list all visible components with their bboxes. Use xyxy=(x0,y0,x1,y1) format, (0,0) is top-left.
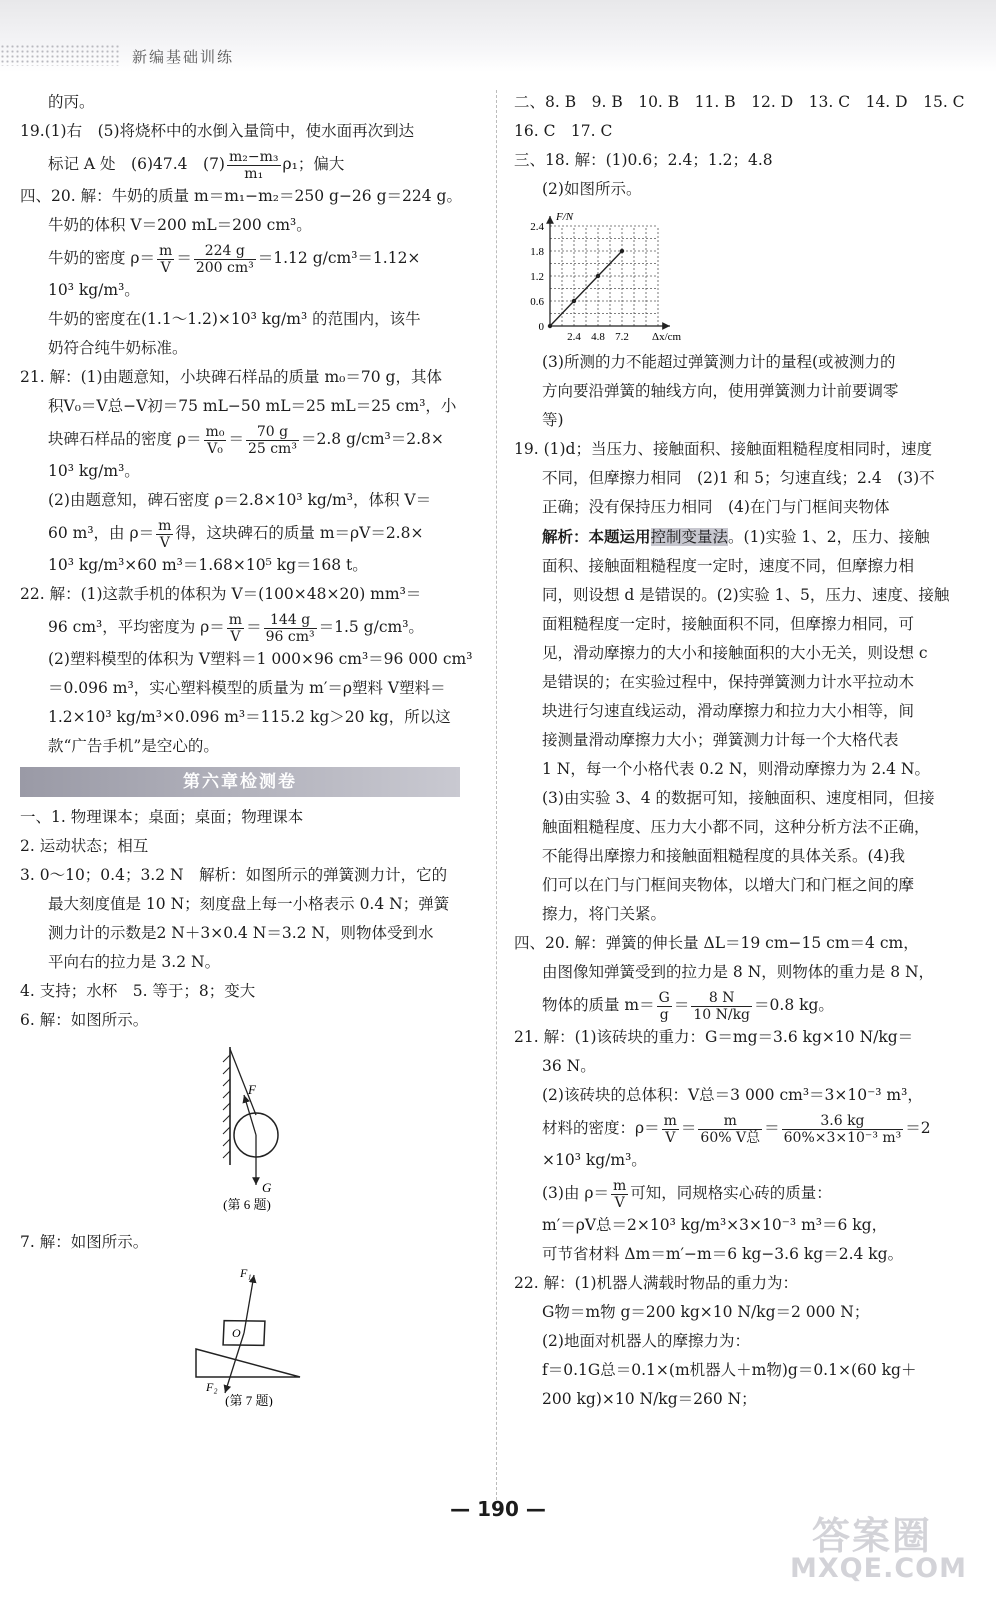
text-span: ＝1.12 g/cm³＝1.12× xyxy=(257,249,421,267)
denominator: 200 cm³ xyxy=(195,259,254,276)
q21-line: 10³ kg/m³×60 m³＝1.68×10⁵ kg＝168 t。 xyxy=(48,556,368,574)
answer-line: 7. 解：如图所示。 xyxy=(20,1233,149,1251)
force-extension-graph xyxy=(514,204,974,344)
wall-hatching xyxy=(223,1055,230,1158)
column-divider xyxy=(496,90,497,1500)
answer-line: 平向右的拉力是 3.2 N。 xyxy=(48,953,221,971)
y-axis-label: F/N xyxy=(556,211,574,223)
equals-sign: ＝ xyxy=(673,996,690,1014)
answer-line: 4. 支持；水杯 5. 等于；8；变大 xyxy=(20,982,256,1000)
answer-line: 二、8. B 9. B 10. B 11. B 12. D 13. C 14. D 15. C xyxy=(514,93,965,111)
fraction xyxy=(662,1113,679,1146)
answer-line: (3)所测的力不能超过弹簧测力计的量程(或被测力的 xyxy=(542,353,896,371)
denominator: V xyxy=(160,259,171,276)
denominator: 25 cm³ xyxy=(247,440,297,457)
analysis-line xyxy=(514,522,980,552)
q21-density-line xyxy=(514,1110,980,1146)
numerator: G xyxy=(658,989,670,1006)
equals-sign: ＝ xyxy=(176,249,192,267)
fraction xyxy=(657,990,672,1023)
text-span: 材料的密度：ρ＝ xyxy=(542,1119,660,1137)
q21-mass-line xyxy=(20,515,475,551)
fraction xyxy=(227,149,281,182)
answer-line: 200 kg)×10 N/kg＝260 N； xyxy=(542,1390,757,1408)
highlighted-term: 控制变量法 xyxy=(650,528,729,546)
answer-line: 6. 解：如图所示。 xyxy=(20,1011,149,1029)
numerator: 70 g xyxy=(246,424,299,441)
q22-line: ＝0.096 m³，实心塑料模型的质量为 m′＝ρ塑料 V塑料＝ xyxy=(48,679,446,697)
answer-line: 三、18. 解：(1)0.6；2.4；1.2；4.8 xyxy=(514,151,773,169)
analysis-line: 们可以在门与门框间夹物体，以增大门和门框之间的摩 xyxy=(542,876,915,894)
q19-line: 19.(1)右 (5)将烧杯中的水倒入量筒中，使水面再次到达 xyxy=(20,122,415,140)
answer-line: 21. 解：(1)该砖块的重力：G＝mg＝3.6 kg×10 N/kg＝ xyxy=(514,1028,914,1046)
x-tick-label: 2.4 xyxy=(567,331,581,343)
right-column xyxy=(514,88,980,1414)
answer-line: 四、20. 解：弹簧的伸长量 ΔL＝19 cm−15 cm＝4 cm， xyxy=(514,934,919,952)
q20-line: 10³ kg/m³。 xyxy=(48,281,140,299)
q22-line: (2)塑料模型的体积为 V塑料＝1 000×96 cm³＝96 000 cm³ xyxy=(48,650,473,668)
numerator: m xyxy=(663,1112,677,1129)
force-G-label: G xyxy=(262,1180,272,1195)
x-tick-label: 7.2 xyxy=(615,331,629,343)
text-span: ρ₁；偏大 xyxy=(282,155,345,173)
answer-line: 16. C 17. C xyxy=(514,122,613,140)
q20-line: 奶符合纯牛奶标准。 xyxy=(48,339,188,357)
numerator: m xyxy=(613,1177,627,1194)
fraction xyxy=(194,243,256,276)
answer-line: 测力计的示数是2 N＋3×0.4 N＝3.2 N，则物体受到水 xyxy=(48,924,434,942)
denominator: V xyxy=(230,628,241,645)
y-tick-label: 0 xyxy=(538,321,544,333)
denominator: V xyxy=(159,534,170,551)
data-point xyxy=(620,249,624,253)
analysis-line: 是错误的；在实验过程中，保持弹簧测力计水平拉动木 xyxy=(542,673,915,691)
numerator: m xyxy=(159,242,173,259)
answer-line: m′＝ρV总＝2×10³ kg/m³×3×10⁻³ m³＝6 kg， xyxy=(542,1216,888,1234)
y-tick-label: 0.6 xyxy=(530,296,544,308)
text-span: 60 m³，由 ρ＝ xyxy=(48,524,155,542)
answer-line: 由图像知弹簧受到的拉力是 8 N，则物体的重力是 8 N， xyxy=(542,963,935,981)
answer-line: 等) xyxy=(542,411,564,429)
header-title: 新编基础训练 xyxy=(132,48,235,66)
data-point xyxy=(572,299,576,303)
q20-density-line xyxy=(20,240,475,276)
chapter-banner: 第六章检测卷 xyxy=(20,767,460,797)
fraction xyxy=(156,518,173,551)
fraction xyxy=(157,243,174,276)
analysis-line: 块进行匀速直线运动，滑动摩擦力和拉力大小相等，间 xyxy=(542,702,915,720)
watermark-logo: 答案圈 xyxy=(812,1514,933,1558)
answer-line: (2)如图所示。 xyxy=(542,180,642,198)
point-O-label: O xyxy=(232,1326,241,1340)
fraction xyxy=(691,990,752,1023)
figure-7-diagram xyxy=(20,1257,475,1407)
q22-line: 款“广告手机”是空心的。 xyxy=(48,737,219,755)
answer-line: 正确；没有保持压力相同 (4)在门与门框间夹物体 xyxy=(542,498,890,516)
analysis-line: 触面粗糙程度、压力大小都不同，这种分析方法不正确， xyxy=(542,818,930,836)
text-span: ＝2.8 g/cm³＝2.8× xyxy=(300,430,444,448)
denominator: g xyxy=(659,1006,669,1023)
denominator: V xyxy=(665,1129,676,1146)
denominator: V xyxy=(614,1194,625,1211)
answer-line: (2)该砖块的总体积：V总＝3 000 cm³＝3×10⁻³ m³， xyxy=(542,1086,923,1104)
answer-line: 一、1. 物理课本；桌面；桌面；物理课本 xyxy=(20,808,304,826)
numerator: 144 g xyxy=(264,612,317,629)
denominator: 60%×3×10⁻³ m³ xyxy=(783,1129,902,1146)
answer-line: G物＝m物 g＝200 kg×10 N/kg＝2 000 N； xyxy=(542,1303,870,1321)
analysis-line: 不能得出摩擦力和接触面粗糙程度的具体关系。(4)我 xyxy=(542,847,905,865)
q20-line: 四、20. 解：牛奶的质量 m＝m₁−m₂＝250 g−26 g＝224 g。 xyxy=(20,187,462,205)
text-span: 解析：本题运用 xyxy=(542,527,651,546)
numerator: 8 N xyxy=(691,990,752,1007)
answer-line: f＝0.1G总＝0.1×(m机器人＋m物)g＝0.1×(60 kg＋ xyxy=(542,1361,917,1379)
fraction xyxy=(246,424,299,457)
text-span: 得，这块碑石的质量 m＝ρV＝2.8× xyxy=(175,524,424,542)
text-line: 的丙。 xyxy=(48,93,95,111)
q21-line: 积V₀＝V总−V初＝75 mL−50 mL＝25 mL＝25 cm³，小 xyxy=(48,397,457,415)
answer-line: 可节省材料 Δm＝m′−m＝6 kg−3.6 kg＝2.4 kg。 xyxy=(542,1245,904,1263)
q20-mass-line xyxy=(514,987,980,1023)
numerator: m xyxy=(158,517,172,534)
q19-line-2 xyxy=(20,146,475,182)
numerator: m xyxy=(228,611,243,628)
answer-line: 22. 解：(1)机器人满载时物品的重力为： xyxy=(514,1274,799,1292)
fraction xyxy=(698,1113,762,1146)
q22-density-line xyxy=(20,609,475,645)
q20-line: 牛奶的体积 V＝200 mL＝200 cm³。 xyxy=(48,216,312,234)
q20-line: 牛奶的密度在(1.1～1.2)×10³ kg/m³ 的范围内，该牛 xyxy=(48,310,421,328)
figure-7-caption: (第 7 题) xyxy=(225,1393,273,1407)
answer-line: 36 N。 xyxy=(542,1057,596,1075)
text-span: ＝1.5 g/cm³。 xyxy=(318,618,424,636)
data-point xyxy=(596,274,600,278)
x-axis-label: Δx/cm xyxy=(652,331,682,343)
equals-sign: ＝ xyxy=(680,1119,697,1137)
text-span: 块碑石样品的密度 ρ＝ xyxy=(48,430,202,448)
text-span: 可知，同规格实心砖的质量： xyxy=(630,1184,832,1202)
y-tick-label: 2.4 xyxy=(530,221,544,233)
answer-line: 19. (1)d；当压力、接触面积、接触面粗糙程度相同时，速度 xyxy=(514,440,932,458)
analysis-line: 见，滑动摩擦力的大小和接触面积的大小无关，则设想 c xyxy=(542,644,928,662)
page-number: — 190 — xyxy=(450,1497,546,1521)
denominator: 10 N/kg xyxy=(693,1006,751,1023)
q21-line: 21. 解：(1)由题意知，小块碑石样品的质量 m₀＝70 g，其体 xyxy=(20,368,442,386)
figure-6-caption: (第 6 题) xyxy=(223,1197,271,1212)
force-F1-arrow xyxy=(244,1275,254,1333)
numerator: 3.6 kg xyxy=(782,1113,904,1130)
y-tick-label: 1.2 xyxy=(530,271,544,283)
analysis-line: 面积、接触面粗糙程度一定时，速度不同，但摩擦力相 xyxy=(542,557,915,575)
force-F2-arrow xyxy=(225,1333,244,1393)
denominator: 96 cm³ xyxy=(265,628,315,645)
equals-sign: ＝ xyxy=(246,618,262,636)
answer-line: 最大刻度值是 10 N；刻度盘上每一小格表示 0.4 N；弹簧 xyxy=(48,895,450,913)
q21-formula-line xyxy=(514,1175,980,1211)
left-column xyxy=(20,88,475,1407)
fraction xyxy=(264,612,317,645)
text-span: 标记 A 处 (6)47.4 (7) xyxy=(48,155,225,173)
answer-line: (2)地面对机器人的摩擦力为： xyxy=(542,1332,750,1350)
denominator: 60% V总 xyxy=(700,1129,761,1146)
fraction xyxy=(782,1113,904,1146)
answer-line: 2. 运动状态；相互 xyxy=(20,837,149,855)
analysis-line: 同，则设想 d 是错误的。(2)实验 1、5，压力、速度、接触 xyxy=(542,586,950,604)
text-span: ＝0.8 kg。 xyxy=(754,996,834,1014)
text-span: 96 cm³，平均密度为 ρ＝ xyxy=(48,618,225,636)
equals-sign: ＝ xyxy=(764,1119,780,1137)
fraction xyxy=(204,424,227,457)
figure-6-diagram xyxy=(20,1037,475,1212)
denominator: V₀ xyxy=(207,440,223,457)
y-tick-label: 1.8 xyxy=(530,246,544,258)
analysis-line: (3)由实验 3、4 的数据可知，接触面积、速度相同，但接 xyxy=(542,789,935,807)
q22-line: 1.2×10³ kg/m³×0.096 m³＝115.2 kg＞20 kg，所以这 xyxy=(48,708,451,726)
force-F2-label: F₂ xyxy=(206,1380,218,1394)
data-point xyxy=(548,324,552,328)
numerator: 224 g xyxy=(194,243,256,260)
force-F-label: F xyxy=(248,1082,256,1097)
text-span: ＝2 xyxy=(905,1119,931,1137)
numerator: m₂−m₃ xyxy=(228,148,279,165)
answer-line: 3. 0～10；0.4；3.2 N 解析：如图所示的弹簧测力计，它的 xyxy=(20,866,448,884)
q21-density-line xyxy=(20,421,475,457)
analysis-line: 1 N，每一个小格代表 0.2 N，则滑动摩擦力为 2.4 N。 xyxy=(542,760,930,778)
watermark-url: MXQE.COM xyxy=(790,1553,967,1584)
force-F1-label: F₁ xyxy=(240,1266,252,1280)
q21-line: (2)由题意知，碑石密度 ρ＝2.8×10³ kg/m³，体积 V＝ xyxy=(48,491,432,509)
answer-line: ×10³ kg/m³。 xyxy=(542,1151,647,1169)
denominator: m₁ xyxy=(244,165,264,182)
analysis-line: 擦力，将门关紧。 xyxy=(542,905,667,923)
numerator: m₀ xyxy=(205,423,225,440)
fraction xyxy=(611,1178,628,1211)
analysis-line: 面粗糙程度一定时，接触面积不同，但摩擦力相同，可 xyxy=(542,615,915,633)
numerator: m xyxy=(698,1113,762,1130)
answer-line: 方向要沿弹簧的轴线方向，使用弹簧测力计前要调零 xyxy=(542,382,899,400)
q22-line: 22. 解：(1)这款手机的体积为 V＝(100×48×20) mm³＝ xyxy=(20,585,422,603)
header-dot-pattern xyxy=(0,44,120,66)
q21-line: 10³ kg/m³。 xyxy=(48,462,140,480)
text-span: 物体的质量 m＝ xyxy=(542,996,655,1014)
text-span: 牛奶的密度 ρ＝ xyxy=(48,249,156,267)
answer-line: 不同，但摩擦力相同 (2)1 和 5；匀速直线；2.4 (3)不 xyxy=(542,469,935,487)
x-tick-label: 4.8 xyxy=(591,331,605,343)
analysis-line: 接测量滑动摩擦力大小；弹簧测力计每一个大格代表 xyxy=(542,731,899,749)
graph-grid xyxy=(550,226,658,326)
incline-triangle xyxy=(196,1349,300,1377)
header-band xyxy=(0,0,996,72)
equals-sign: ＝ xyxy=(228,430,244,448)
watermark xyxy=(790,1505,980,1585)
text-span: 。(1)实验 1、2，压力、接触 xyxy=(728,528,930,546)
text-span: (3)由 ρ＝ xyxy=(542,1184,609,1202)
fraction xyxy=(227,612,244,645)
